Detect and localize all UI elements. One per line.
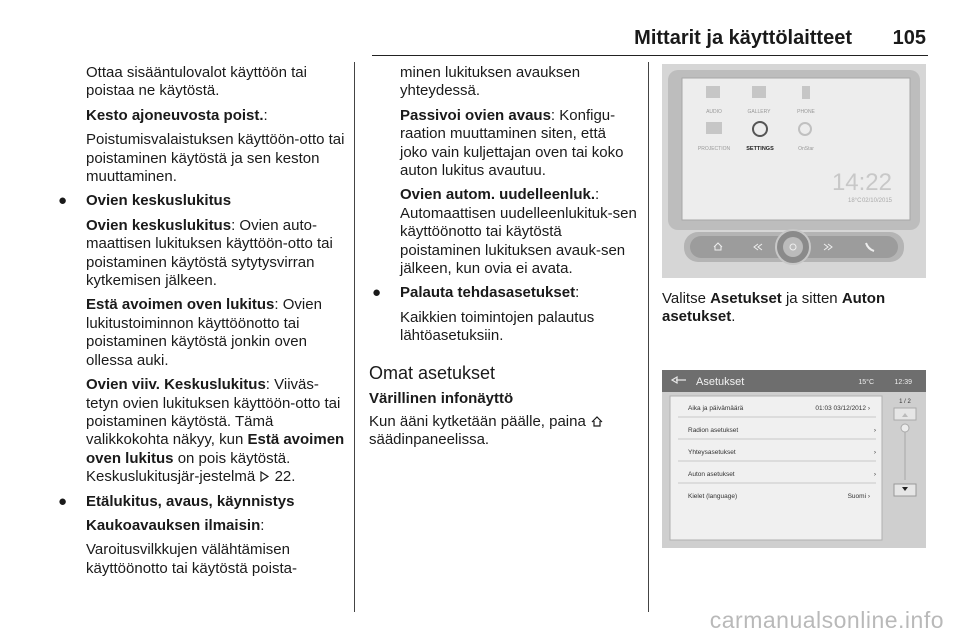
term: Kesto ajoneuvosta poist.: [86, 106, 264, 124]
paragraph: Ovien keskuslukitus: Ovien auto-maattisen lukituksen käyttöön-otto tai poistaminen käytöstä sytytysvirran kytkemisen jälkeen.: [86, 216, 333, 290]
term: Estä avoimen oven lukitus: [86, 431, 345, 467]
settings-menu-illustration: [662, 370, 926, 548]
page-title: Mittarit ja käyttölaitteet: [634, 27, 852, 49]
bullet-item: ● Ovien keskuslukitus: [58, 192, 232, 210]
section-heading: Omat asetukset: [369, 362, 496, 383]
menu-row-label: Auton asetukset: [688, 471, 735, 478]
home-button-icon: [590, 414, 604, 428]
paragraph: Passivoi ovien avaus: Konfigu-raation muuttaminen siten, että joko vain kuljettajan oven tai koko auton lukitus avautuu.: [400, 106, 624, 180]
paragraph: Kaikkien toimintojen palautus lähtöasetuksiin.: [400, 308, 595, 345]
paragraph: Estä avoimen oven lukitus: Ovien lukitustoiminnon käyttöönotto tai poistaminen käytöstä jonkin oven ollessa auki.: [86, 296, 322, 369]
page-number: 105: [892, 27, 926, 49]
page-ref-arrow-icon: [259, 471, 270, 482]
column-1: [58, 64, 348, 584]
svg-text:›: ›: [873, 427, 876, 434]
tile-label: SETTINGS: [746, 146, 774, 152]
menu-row-label: Kielet (language): [688, 493, 738, 500]
page-indicator: 1 / 2: [899, 399, 911, 405]
menu-row-label: Aika ja päivämäärä: [688, 405, 744, 412]
column-divider-1: [354, 62, 355, 612]
paragraph: Poistumisvalaistuksen käyttöön-otto tai poistaminen käytöstä ja sen keston muuttaminen.: [86, 131, 345, 186]
infotainment-home-illustration: [662, 64, 926, 278]
tile-label: OnStar: [798, 146, 814, 152]
paragraph: Varoitusvilkkujen välähtämisen käyttöönotto tai käytöstä poista-: [86, 541, 297, 577]
paragraph: Ovien viiv. Keskuslukitus: Viiväs-tetyn ovien lukituksen käyttöön-otto tai poistaminen käytöstä. Tämä valikkokohta näkyy, kun Estä avoimen oven lukitus on pois käytöstä. Keskuslukitusjär-jestelmä 22.: [86, 376, 345, 486]
term: Ovien autom. uudelleenluk.: [400, 186, 596, 204]
paragraph: Ottaa sisääntulovalot käyttöön tai poistaa ne käytöstä.: [86, 64, 307, 100]
paragraph: Valitse Asetukset ja sitten Auton asetukset.: [662, 290, 886, 326]
paragraph: minen lukituksen avauksen yhteydessä.: [400, 64, 581, 100]
term: Passivoi ovien avaus: [400, 106, 551, 124]
menu-row-label: Radion asetukset: [688, 427, 739, 434]
settings-menu-photo: [662, 370, 926, 548]
term: Asetukset: [710, 290, 782, 307]
clock-text: 14:22: [831, 169, 892, 196]
bullet-icon: ●: [58, 492, 68, 510]
column-2: [369, 64, 637, 455]
svg-text:›: ›: [873, 449, 876, 456]
column-3-text: [662, 290, 928, 333]
page-header: [0, 0, 960, 60]
svg-text:›: ›: [873, 471, 876, 478]
menu-row-value: Suomi ›: [847, 493, 870, 500]
tile-label: PROJECTION: [697, 146, 731, 152]
tile-label: AUDIO: [706, 109, 722, 115]
paragraph: Kun ääni kytketään päälle, paina säädinpaneelissa.: [369, 413, 637, 450]
subsection-heading: Värillinen infonäyttö: [369, 390, 514, 408]
bullet-icon: ●: [372, 284, 382, 302]
tile-label: PHONE: [797, 109, 815, 115]
bullet-item: ● Palauta tehdasasetukset:: [372, 284, 580, 302]
tile-label: GALLERY: [747, 109, 771, 115]
term: Estä avoimen oven lukitus: [86, 296, 275, 314]
scroll-thumb[interactable]: [901, 424, 909, 432]
screen-temp: 15°C: [858, 379, 874, 386]
term: Auton asetukset: [662, 290, 886, 326]
screen-title: Asetukset: [696, 376, 745, 388]
paragraph: Kaukoavauksen ilmaisin:: [86, 516, 265, 534]
infotainment-home-photo: [662, 64, 926, 278]
bullet-item: ● Etälukitus, avaus, käynnistys: [58, 492, 295, 510]
term: Kaukoavauksen ilmaisin: [86, 516, 261, 534]
header-rule: [372, 55, 928, 56]
column-divider-2: [648, 62, 649, 612]
paragraph: Kesto ajoneuvosta poist.:: [86, 106, 268, 124]
paragraph: Ovien autom. uudelleenluk.: Automaattisen uudelleenlukituk-sen käyttöönotto tai käytöstä poistaminen lukituksen avauk-sen jälkeen, kun ovia ei avata.: [400, 186, 637, 278]
watermark: carmanualsonline.info: [709, 607, 944, 633]
term: Ovien keskuslukitus: [86, 216, 232, 234]
date-text: 02/10/2015: [861, 198, 892, 204]
menu-row-label: Yhteysasetukset: [688, 449, 736, 456]
temp-text: 18°C: [848, 198, 862, 204]
bullet-icon: ●: [58, 192, 68, 210]
menu-row-value: 01:03 03/12/2012 ›: [815, 405, 870, 412]
term: Ovien viiv. Keskuslukitus: [86, 376, 266, 394]
screen-time: 12:39: [894, 379, 912, 386]
